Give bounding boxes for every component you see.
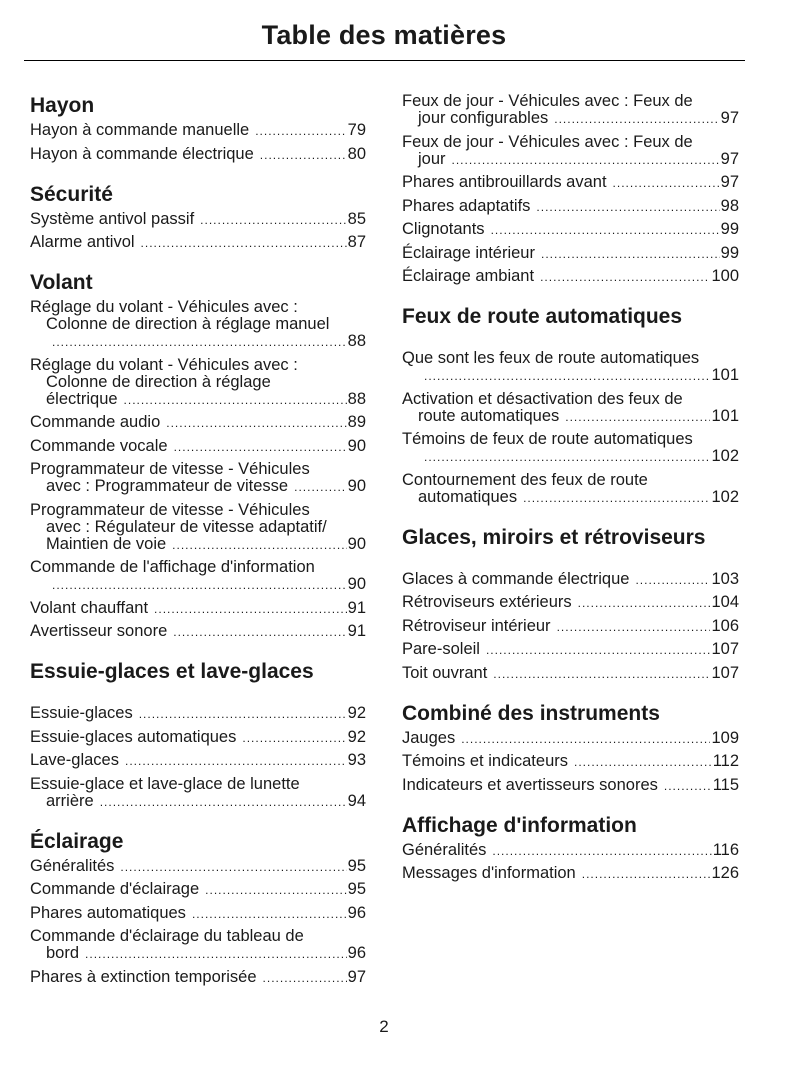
toc-section (402, 701, 739, 795)
dot-leader (125, 753, 347, 770)
dot-leader (260, 147, 347, 164)
entry-title: Avertisseur sonore (30, 622, 168, 640)
section-heading: Hayon (30, 94, 95, 117)
entry-title-last-line (30, 478, 366, 496)
entry-title: Feux de jour - Véhicules avec : Feux de (402, 132, 693, 151)
dot-leader (120, 859, 346, 876)
entry-page-number: 99 (720, 243, 739, 262)
entry-page-number: 92 (347, 704, 366, 722)
entry-title: Éclairage intérieur (402, 243, 535, 262)
entry-page-number: 126 (711, 864, 739, 882)
toc-section (30, 182, 366, 253)
entry-title: Phares à extinction temporisée (30, 967, 257, 986)
entry-page-number: 93 (347, 751, 366, 769)
entry-title-last-line (30, 576, 366, 594)
entry-title: jour configurables (418, 109, 549, 127)
entry-page-number: 97 (720, 109, 739, 127)
toc-entry[interactable] (402, 350, 739, 385)
entry-title: Programmateur de vitesse - Véhicules (30, 460, 310, 478)
toc-entry[interactable] (30, 905, 366, 923)
entry-title: arrière (46, 791, 94, 810)
toc-entry[interactable] (402, 134, 739, 169)
entry-title: Feux de jour - Véhicules avec : Feux de (402, 92, 693, 110)
dot-leader (486, 642, 711, 659)
entry-page-number: 102 (711, 487, 739, 506)
entry-page-number: 85 (347, 209, 366, 228)
entry-title: Commande vocale (30, 436, 168, 455)
entry-page-number: 94 (347, 791, 366, 810)
page-title: Table des matières (261, 20, 507, 50)
page-number: 2 (379, 1017, 389, 1036)
toc-entry[interactable] (402, 730, 739, 748)
toc-entry[interactable] (402, 174, 739, 192)
dot-leader (492, 843, 711, 860)
dot-leader (574, 754, 712, 771)
entry-title-last-line (402, 408, 739, 426)
dot-leader (523, 490, 710, 507)
entry-title: route automatiques (418, 406, 560, 425)
toc-entry[interactable] (402, 93, 739, 128)
toc-entry[interactable] (402, 198, 739, 216)
entry-title: Pare-soleil (402, 640, 480, 658)
toc-entry[interactable] (30, 502, 366, 554)
dot-leader (613, 175, 720, 192)
dot-leader (635, 572, 710, 589)
dot-leader (52, 577, 347, 594)
entry-page-number: 88 (347, 389, 366, 408)
toc-entry[interactable] (30, 461, 366, 496)
entry-title-last-line (402, 489, 739, 507)
dot-leader (294, 479, 347, 496)
toc-entry[interactable] (30, 776, 366, 811)
toc-column-left (30, 93, 366, 992)
entry-page-number: 90 (347, 575, 366, 593)
entry-page-number: 89 (347, 413, 366, 431)
entry-title: Généralités (402, 840, 487, 859)
toc-section (402, 525, 739, 683)
toc-entry[interactable] (402, 571, 739, 589)
entry-title: Témoins et indicateurs (402, 752, 568, 770)
toc-entry[interactable] (30, 211, 366, 229)
entry-page-number: 116 (712, 840, 739, 859)
toc-entry[interactable] (402, 777, 739, 795)
entry-title: Glaces à commande électrique (402, 569, 630, 588)
toc-entry[interactable] (30, 858, 366, 876)
entry-title: avec : Programmateur de vitesse (46, 477, 289, 495)
toc-entry[interactable] (402, 245, 739, 263)
entry-page-number: 97 (720, 173, 739, 191)
toc-entry[interactable] (30, 146, 366, 164)
section-heading: Volant (30, 271, 93, 294)
toc-column-right (402, 93, 739, 889)
toc-section (402, 93, 739, 286)
dot-leader (192, 906, 347, 923)
entry-title: Commande audio (30, 413, 161, 431)
entry-title: Rétroviseurs extérieurs (402, 593, 572, 611)
entry-title: Phares antibrouillards avant (402, 173, 607, 191)
toc-entry[interactable] (402, 641, 739, 659)
entry-title: automatiques (418, 487, 518, 506)
entry-page-number: 107 (711, 640, 739, 658)
entry-title: Essuie-glaces (30, 704, 133, 722)
entry-page-number: 97 (720, 149, 739, 168)
toc-entry[interactable] (402, 268, 739, 286)
dot-leader (536, 199, 719, 216)
entry-page-number: 100 (711, 267, 739, 285)
dot-leader (565, 409, 710, 426)
toc-entry[interactable] (402, 391, 739, 426)
toc-section (30, 93, 366, 164)
entry-title: électrique (46, 389, 118, 408)
entry-title: Réglage du volant - Véhicules avec : (30, 298, 298, 316)
entry-title: Programmateur de vitesse - Véhicules (30, 500, 310, 519)
entry-page-number: 106 (711, 616, 739, 635)
dot-leader (493, 666, 710, 683)
toc-entry[interactable] (30, 357, 366, 409)
dot-leader (557, 619, 711, 636)
entry-title: Maintien de voie (46, 534, 167, 553)
entry-title: Réglage du volant - Véhicules avec : (30, 355, 298, 374)
toc-entry[interactable] (30, 969, 366, 987)
title-divider (24, 60, 745, 61)
entry-title-last-line (30, 333, 366, 351)
toc-entry[interactable] (30, 122, 366, 140)
entry-title-last-line (30, 793, 366, 811)
entry-title: Commande de l'affichage d'information (30, 558, 315, 576)
toc-entry[interactable] (402, 842, 739, 860)
toc-entry[interactable] (30, 299, 366, 351)
toc-entry[interactable] (30, 414, 366, 432)
entry-page-number: 101 (711, 406, 739, 425)
toc-entry[interactable] (402, 431, 739, 466)
dot-leader (452, 152, 720, 169)
dot-leader (424, 449, 710, 466)
entry-title-last-line (30, 536, 366, 554)
entry-title-last-line (402, 151, 739, 169)
entry-page-number: 96 (347, 944, 366, 962)
dot-leader (582, 866, 711, 883)
entry-page-number: 109 (711, 728, 739, 747)
entry-title-last-line (30, 945, 366, 963)
dot-leader (154, 601, 347, 618)
entry-page-number: 90 (347, 477, 366, 495)
entry-title: Lave-glaces (30, 751, 119, 769)
entry-title: Alarme antivol (30, 233, 135, 251)
toc-entry[interactable] (30, 881, 366, 899)
section-heading: Éclairage (30, 829, 124, 853)
entry-page-number: 104 (711, 593, 739, 611)
toc-entry[interactable] (30, 752, 366, 770)
entry-title: Activation et désactivation des feux de (402, 389, 683, 408)
dot-leader (554, 111, 719, 128)
entry-title: Système antivol passif (30, 209, 195, 228)
entry-title: Éclairage ambiant (402, 267, 535, 285)
toc-section (30, 659, 366, 811)
entry-title: Phares adaptatifs (402, 196, 531, 215)
entry-page-number: 95 (347, 880, 366, 898)
toc-entry[interactable] (402, 865, 739, 883)
toc-section (30, 270, 366, 641)
toc-entry[interactable] (402, 472, 739, 507)
section-heading: Sécurité (30, 182, 113, 206)
section-heading: Glaces, miroirs et rétroviseurs (402, 525, 706, 549)
toc-entry[interactable] (402, 618, 739, 636)
toc-section (402, 813, 739, 884)
entry-page-number: 80 (347, 144, 366, 163)
toc-entry[interactable] (402, 753, 739, 771)
dot-leader (85, 946, 347, 963)
toc-entry[interactable] (30, 234, 366, 252)
entry-title: Jauges (402, 728, 456, 747)
entry-title-last-line (30, 391, 366, 409)
entry-title: Contournement des feux de route (402, 470, 648, 489)
dot-leader (52, 334, 347, 351)
toc-entry[interactable] (30, 623, 366, 641)
entry-title: Colonne de direction à réglage (46, 372, 271, 391)
dot-leader (664, 778, 712, 795)
entry-title: Colonne de direction à réglage manuel (46, 315, 330, 333)
toc-section (30, 829, 366, 987)
toc-entry[interactable] (402, 221, 739, 239)
toc-section (402, 304, 739, 507)
entry-title: Toit ouvrant (402, 663, 488, 682)
entry-page-number: 96 (347, 903, 366, 922)
entry-page-number: 102 (711, 447, 739, 465)
entry-page-number: 88 (347, 332, 366, 350)
entry-title: Hayon à commande manuelle (30, 121, 250, 139)
section-heading: Combiné des instruments (402, 701, 660, 725)
section-heading: Affichage d'information (402, 813, 637, 837)
entry-title: Clignotants (402, 220, 485, 238)
entry-title: Que sont les feux de route automatiques (402, 349, 700, 367)
toc-entry[interactable] (30, 559, 366, 594)
entry-title: Essuie-glace et lave-glace de lunette (30, 774, 300, 793)
toc-entry[interactable] (402, 594, 739, 612)
entry-title: Commande d'éclairage du tableau de (30, 927, 304, 945)
dot-leader (461, 731, 710, 748)
entry-page-number: 91 (347, 622, 366, 640)
entry-title: avec : Régulateur de vitesse adaptatif/ (46, 517, 327, 536)
entry-title: Essuie-glaces automatiques (30, 727, 237, 746)
entry-page-number: 107 (711, 663, 739, 682)
entry-page-number: 87 (347, 233, 366, 251)
dot-leader (255, 123, 346, 140)
dot-leader (172, 537, 346, 554)
entry-page-number: 98 (720, 196, 739, 215)
toc-entry[interactable] (30, 438, 366, 456)
entry-page-number: 90 (347, 534, 366, 553)
entry-title: jour (418, 149, 446, 168)
dot-leader (424, 368, 710, 385)
dot-leader (174, 439, 347, 456)
entry-title: Rétroviseur intérieur (402, 616, 551, 635)
entry-page-number: 91 (347, 598, 366, 617)
entry-page-number: 112 (712, 752, 739, 770)
entry-page-number: 95 (347, 856, 366, 875)
toc-entry[interactable] (30, 705, 366, 723)
section-heading: Feux de route automatiques (402, 305, 683, 328)
entry-title-last-line (402, 367, 739, 385)
entry-title: Volant chauffant (30, 598, 149, 617)
entry-page-number: 115 (712, 775, 739, 794)
dot-leader (173, 624, 346, 641)
entry-title-last-line (402, 110, 739, 128)
dot-leader (263, 970, 347, 987)
dot-leader (141, 235, 347, 252)
toc-entry[interactable] (30, 928, 366, 963)
dot-leader (541, 246, 720, 263)
dot-leader (124, 392, 347, 409)
entry-title: Indicateurs et avertisseurs sonores (402, 775, 658, 794)
section-heading: Essuie-glaces et lave-glaces (30, 660, 314, 683)
dot-leader (166, 415, 346, 432)
entry-page-number: 101 (711, 366, 739, 384)
entry-title: Hayon à commande électrique (30, 144, 254, 163)
entry-title: bord (46, 944, 80, 962)
entry-title: Commande d'éclairage (30, 880, 200, 898)
toc-entry[interactable] (30, 600, 366, 618)
dot-leader (242, 730, 346, 747)
entry-title: Généralités (30, 856, 115, 875)
dot-leader (491, 222, 720, 239)
dot-leader (100, 794, 347, 811)
dot-leader (205, 882, 346, 899)
dot-leader (540, 269, 710, 286)
entry-title-last-line (402, 448, 739, 466)
entry-page-number: 99 (720, 220, 739, 238)
dot-leader (578, 595, 711, 612)
toc-entry[interactable] (402, 665, 739, 683)
entry-title: Messages d'information (402, 864, 576, 882)
entry-page-number: 92 (347, 727, 366, 746)
entry-page-number: 103 (711, 569, 739, 588)
entry-page-number: 97 (347, 967, 366, 986)
entry-page-number: 79 (347, 121, 366, 139)
toc-entry[interactable] (30, 729, 366, 747)
entry-page-number: 90 (347, 436, 366, 455)
entry-title: Phares automatiques (30, 903, 186, 922)
dot-leader (139, 706, 347, 723)
dot-leader (200, 212, 346, 229)
entry-title: Témoins de feux de route automatiques (402, 430, 693, 448)
